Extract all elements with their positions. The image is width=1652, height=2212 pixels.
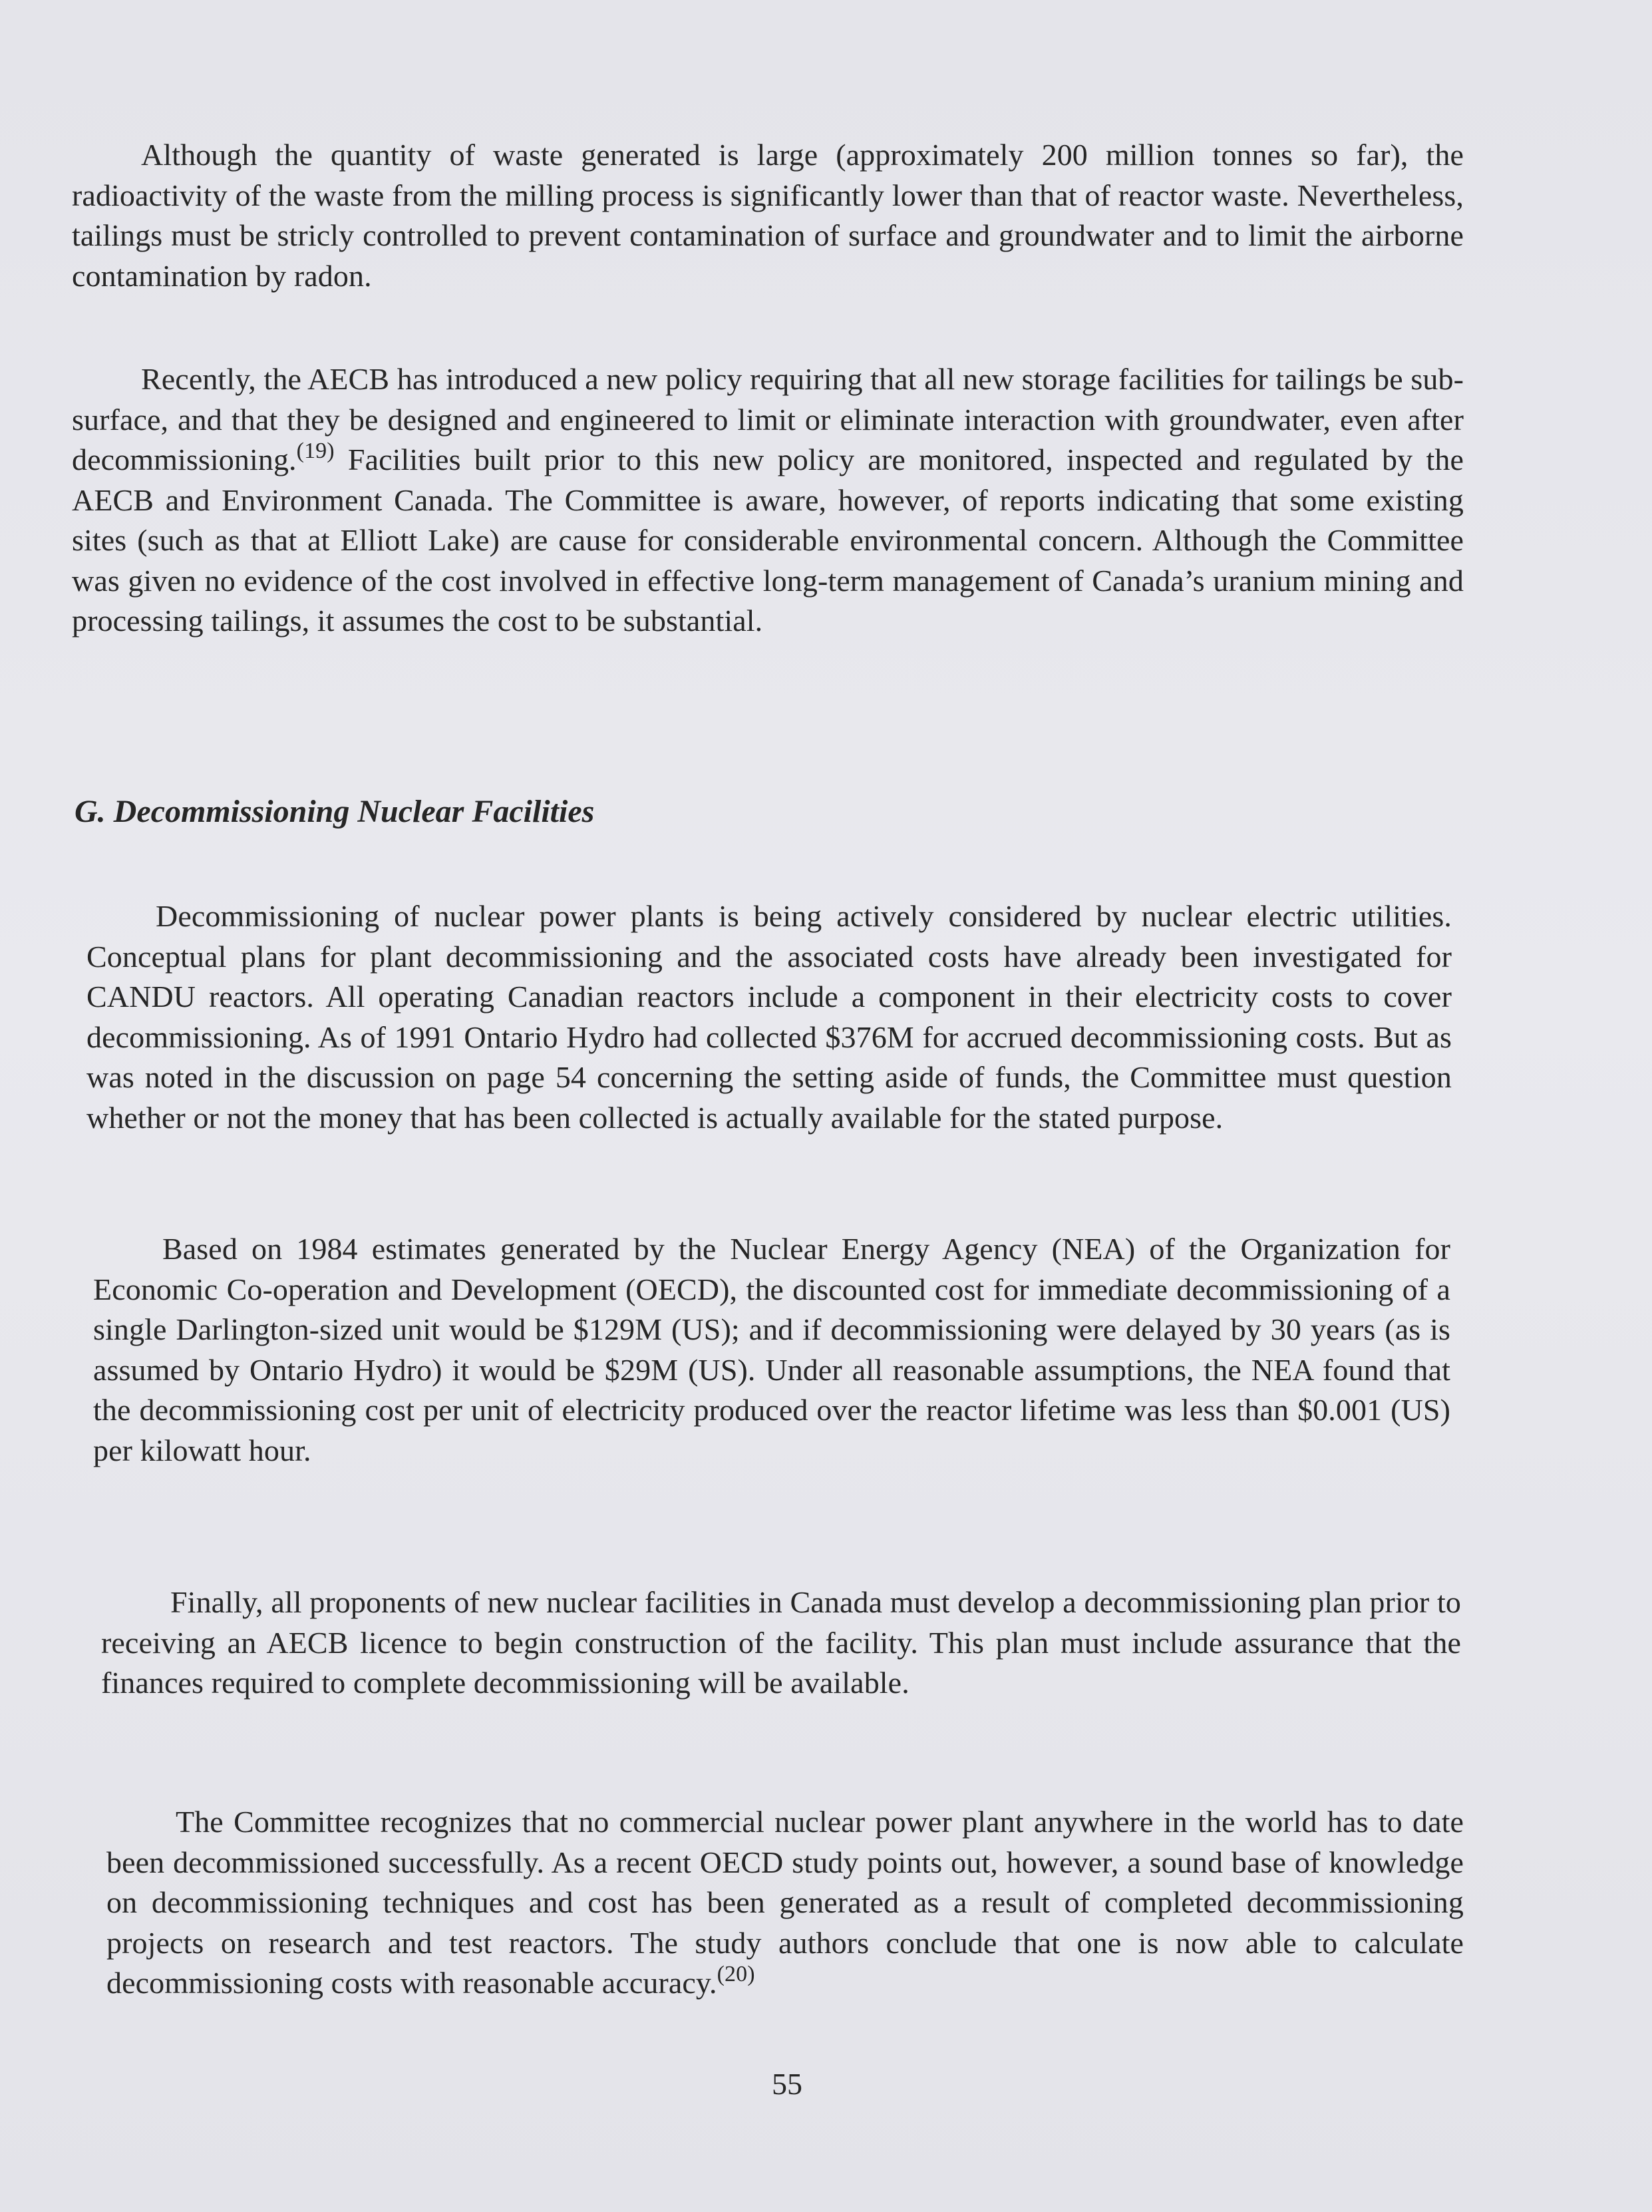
section-heading: G. Decommissioning Nuclear Facilities <box>75 794 595 829</box>
paragraph-text: Based on 1984 estimates generated by the Nuclear Energy Agency (NEA) of the Organization for Economic Co-operation and Development (OECD), the discounted cost for immediate decommissioning of a single Darlington-sized unit would be $129M (US); and if decommissioning were delayed by 30 years (as is assumed by Ontario Hydro) it would be $29M (US). Under all reasonable assumptions, the NEA found that the decommissioning cost per unit of electricity produced over the reactor lifetime was less than $0.001 (US) per kilowatt hour. <box>93 1232 1450 1467</box>
paragraph-aecb-policy <box>72 359 1464 642</box>
footnote-ref-19: (19) <box>296 439 335 463</box>
paragraph-text: Decommissioning of nuclear power plants is being actively considered by nuclear electric utilities. Conceptual plans for plant decommissioning and the associated costs have already been investigated for CANDU reactors. All operating Canadian reactors include a component in their electricity costs to cover decommissioning. As of 1991 Ontario Hydro had collected $376M for accrued decommissioning costs. But as was noted in the discussion on page 54 concerning the setting aside of funds, the Committee must question whether or not the money that has been collected is actually available for the stated purpose. <box>86 899 1452 1135</box>
footnote-ref-20: (20) <box>717 1962 755 1986</box>
paragraph-text <box>72 359 1464 642</box>
paragraph-decommissioning-plans <box>86 896 1452 1138</box>
page-number: 55 <box>772 2067 802 2101</box>
paragraph-text-part: The Committee recognizes that no commercial nuclear power plant anywhere in the world has to date been decommissioned successfully. As a recent OECD study points out, however, a sound base of knowledge on decommissioning techniques and cost has been generated as a result of completed decommissioning projects on research and test reactors. The study authors conclude that one is now able to calculate decommissioning costs with reasonable accuracy. <box>106 1805 1464 2000</box>
paragraph-text-part: Facilities built prior to this new policy are monitored, inspected and regulated by the AECB and Environment Canada. The Committee is aware, however, of reports indicating that some existing sites (such as that at Elliott Lake) are cause for considerable environmental concern. Although the Committee was given no evidence of the cost involved in effective long-term management of Canada’s uranium mining and processing tailings, it assumes the cost to be substantial. <box>72 443 1464 638</box>
paragraph-text-part: Recently, the AECB has introduced a new policy requiring that all new storage facilities for tailings be sub-surface, and that they be designed and engineered to limit or eliminate interaction with groundwater, even after decommissioning. <box>72 362 1464 476</box>
paragraph-tailings-quantity <box>72 135 1464 296</box>
paragraph-text: Finally, all proponents of new nuclear facilities in Canada must develop a decommissioning plan prior to receiving an AECB licence to begin construction of the facility. This plan must include assurance that the finances required to complete decommissioning will be available. <box>101 1585 1461 1700</box>
paragraph-committee-recognizes <box>106 1802 1464 2004</box>
paragraph-text: Although the quantity of waste generated is large (approximately 200 million tonnes so far), the radioactivity of the waste from the milling process is significantly lower than that of reactor waste. Nevertheless, tailings must be stricly controlled to prevent contamination of surface and groundwater and to limit the airborne contamination by radon. <box>72 138 1464 293</box>
paragraph-nea-estimates <box>93 1229 1450 1471</box>
paragraph-proponents-plan <box>101 1582 1461 1704</box>
paragraph-text <box>106 1802 1464 2004</box>
